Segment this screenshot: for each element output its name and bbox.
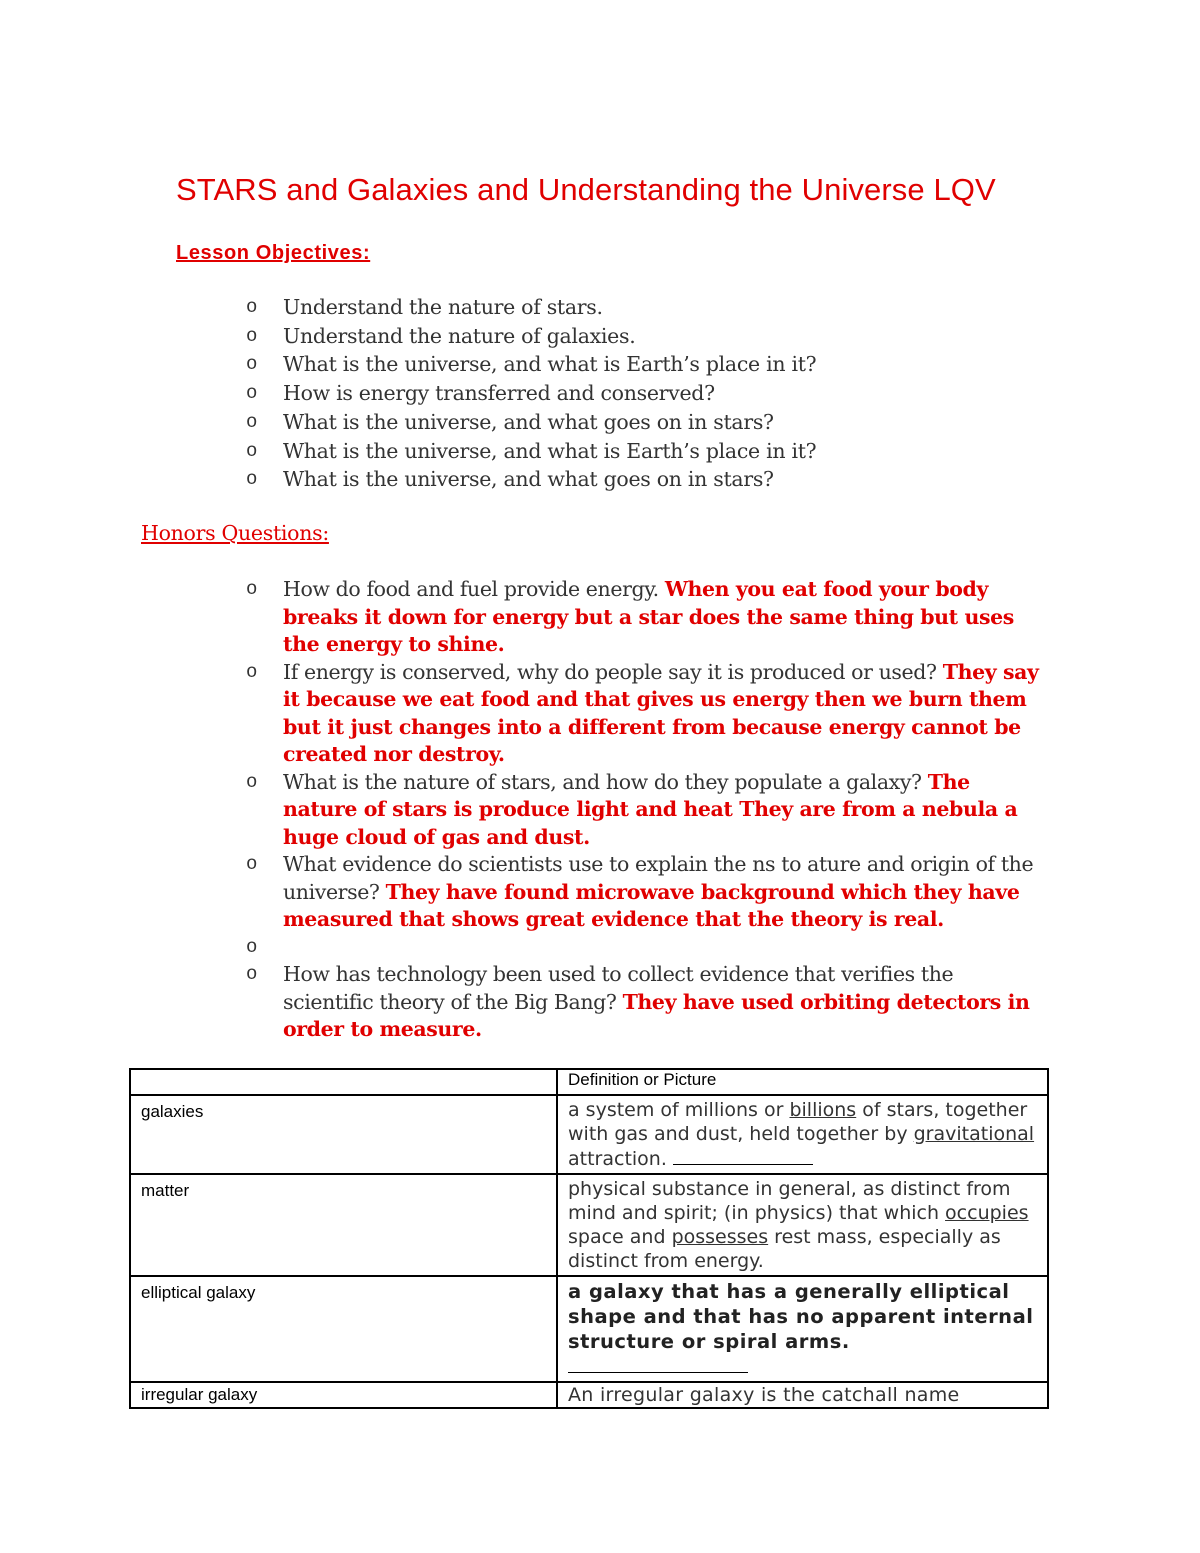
definition-column-header: Definition or Picture	[568, 1070, 717, 1089]
term-galaxies: galaxies	[141, 1102, 204, 1121]
term-cell	[130, 1095, 557, 1174]
table-row	[130, 1276, 1048, 1382]
bullet-icon: o	[246, 382, 258, 405]
objective-item: o What is the universe, and what is Earth’s place in it?	[246, 350, 1066, 379]
question-text: How has technology been used to collect evidence that verifies the scientific theory of the Big Bang?	[283, 962, 954, 1014]
answer-text: The nature of stars is produce light and heat They are from a nebula a huge cloud of gas and dust.	[283, 769, 1018, 849]
definition-cell	[557, 1382, 1048, 1408]
honors-question-item	[246, 769, 1046, 852]
vocabulary-table	[129, 1068, 1049, 1409]
document-title: STARS and Galaxies and Understanding the Universe LQV	[176, 172, 996, 207]
objective-item: o Understand the nature of stars.	[246, 293, 1066, 322]
objective-item: o What is the universe, and what goes on in stars?	[246, 465, 1066, 494]
lesson-objectives-list	[246, 293, 1066, 494]
bullet-icon: o	[246, 935, 258, 958]
bullet-icon: o	[246, 324, 258, 347]
table-row	[130, 1095, 1048, 1174]
objective-item: o What is the universe, and what goes on in stars?	[246, 408, 1066, 437]
definition-cell	[557, 1276, 1048, 1382]
honors-questions-heading: Honors Questions:	[141, 521, 329, 545]
bullet-icon: o	[246, 578, 258, 600]
question-text: What evidence do scientists use to explain the ns to ature and origin of the universe?	[283, 852, 1034, 904]
bullet-icon: o	[246, 770, 258, 793]
objective-item: o How is energy transferred and conserved?	[246, 379, 1066, 408]
bullet-icon: o	[246, 296, 258, 318]
honors-question-item	[246, 961, 1046, 1044]
objective-item: o What is the universe, and what is Earth’s place in it?	[246, 437, 1066, 466]
term-matter: matter	[141, 1181, 190, 1200]
term-header-cell	[130, 1069, 557, 1095]
term-cell	[130, 1382, 557, 1408]
definition-irregular-galaxy: An irregular galaxy is the catchall name	[568, 1384, 960, 1406]
bullet-icon: o	[246, 410, 258, 433]
blank-line	[673, 1146, 813, 1165]
answer-text: They have used orbiting detectors in order to measure.	[283, 989, 1030, 1041]
question-text: If energy is conserved, why do people say it is produced or used?	[283, 659, 943, 684]
blank-line	[568, 1354, 748, 1373]
table-row	[130, 1174, 1048, 1276]
answer-text: When you eat food your body breaks it down for energy but a star does the same thing but uses the energy to shine.	[283, 577, 1014, 656]
definition-galaxies: a system of millions or billions of stars, together with gas and dust, held together by gravitational attraction.	[568, 1099, 1035, 1170]
term-cell	[130, 1276, 557, 1382]
bullet-icon: o	[246, 439, 258, 462]
answer-text: They say it because we eat food and that gives us energy then we burn them but it just changes into a different from because energy cannot be created nor destroy.	[283, 659, 1039, 766]
honors-question-item	[246, 851, 1046, 934]
bullet-icon: o	[246, 660, 258, 683]
honors-question-item	[246, 576, 1046, 659]
definition-elliptical-galaxy: a galaxy that has a generally elliptical shape and that has no apparent internal structure or spiral arms.	[568, 1279, 1037, 1379]
answer-text: They have found microwave background which they have measured that shows great evidence that the theory is real.	[283, 879, 1020, 931]
table-header-row	[130, 1069, 1048, 1095]
definition-cell	[557, 1095, 1048, 1174]
bullet-icon: o	[246, 468, 258, 491]
term-cell	[130, 1174, 557, 1276]
honors-question-item	[246, 659, 1046, 769]
objective-item: o Understand the nature of galaxies.	[246, 322, 1066, 351]
term-irregular-galaxy: irregular galaxy	[141, 1385, 258, 1404]
table-row	[130, 1382, 1048, 1408]
bullet-icon: o	[246, 853, 258, 875]
honors-questions-list	[246, 576, 1046, 1044]
term-elliptical-galaxy: elliptical galaxy	[141, 1283, 256, 1302]
lesson-objectives-heading: Lesson Objectives:	[176, 242, 371, 264]
definition-matter: physical substance in general, as distinct from mind and spirit; (in physics) that which occupies space and possesses rest mass, especially as distinct from energy.	[568, 1178, 1029, 1272]
question-text: How do food and fuel provide energy.	[283, 577, 665, 601]
question-text: What is the nature of stars, and how do they populate a galaxy?	[283, 769, 928, 794]
bullet-icon: o	[246, 963, 258, 985]
definition-cell	[557, 1174, 1048, 1276]
honors-question-item-empty	[246, 934, 1046, 962]
bullet-icon: o	[246, 353, 258, 376]
definition-header-cell	[557, 1069, 1048, 1095]
